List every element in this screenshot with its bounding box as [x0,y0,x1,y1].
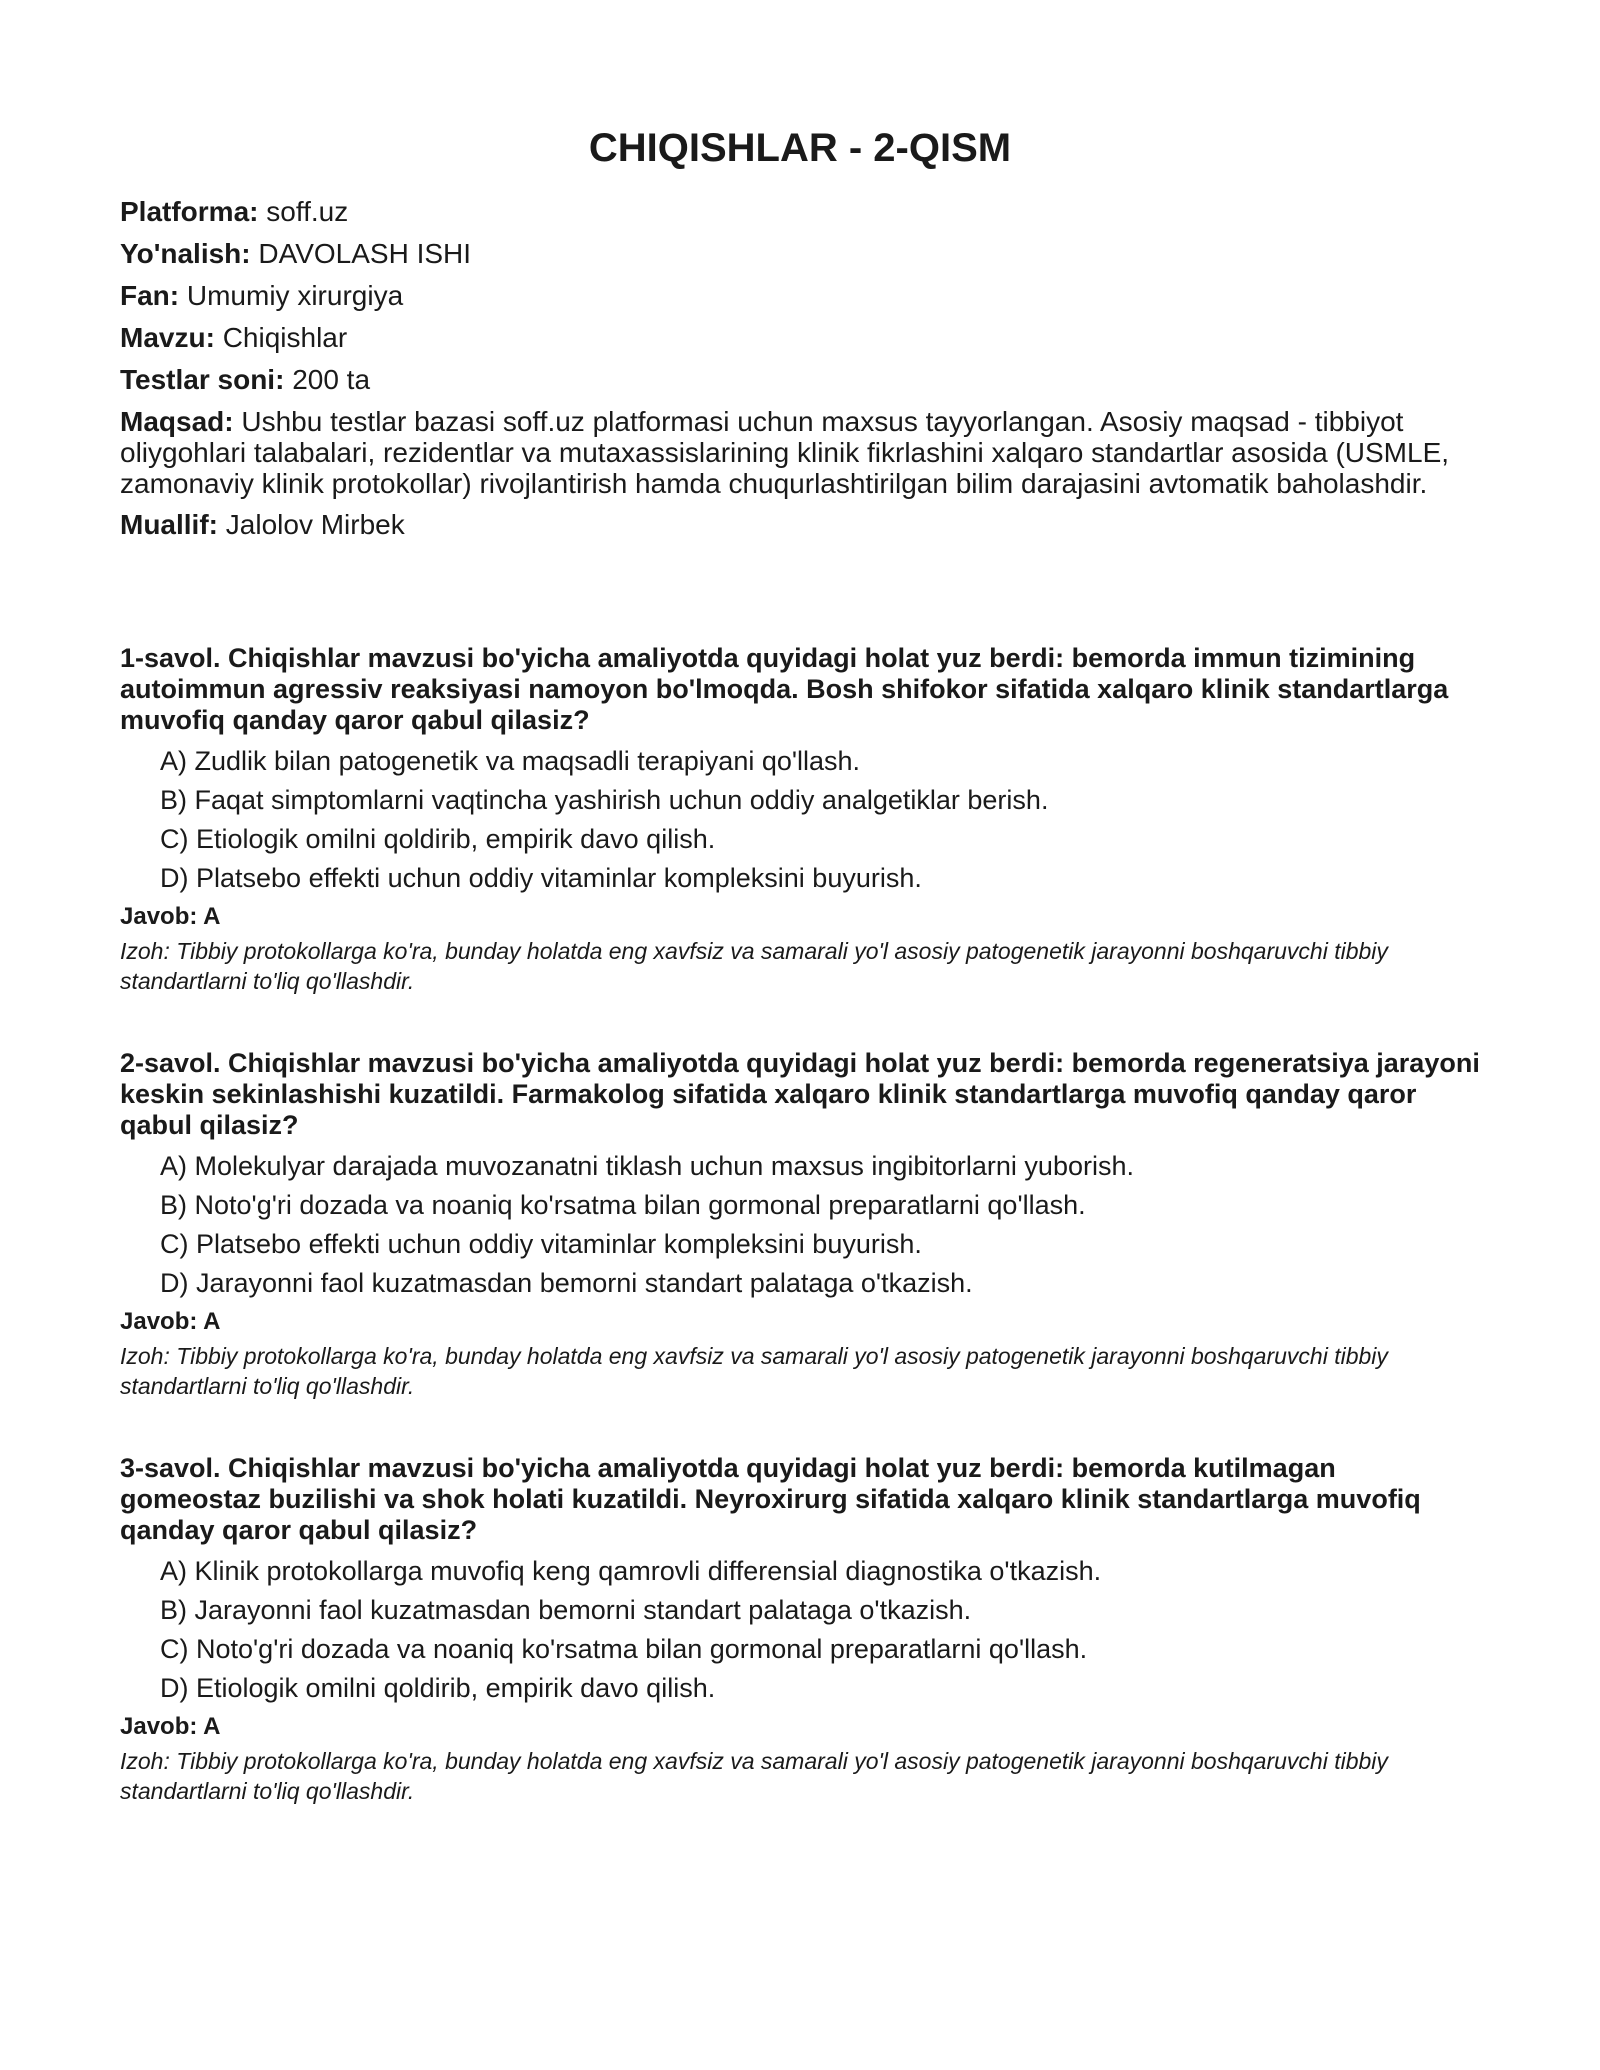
meta-platform [120,196,1480,228]
meta-author [120,509,1480,541]
meta-label: Mavzu: [120,322,215,353]
question-3 [120,1453,1480,1806]
correct-answer: Javob: A [120,1713,221,1740]
meta-test-count [120,364,1480,396]
question-text: 3-savol. Chiqishlar mavzusi bo'yicha amaliyotda quyidagi holat yuz berdi: bemorda kutilmagan gomeostaz buzilishi va shok holati kuzatildi. Neyroxirurg sifatida xalqaro klinik standartlarga muvofiq qanday qaror qabul qilasiz? [120,1453,1421,1545]
meta-label: Platforma: [120,196,259,227]
metadata-section [120,196,1480,541]
answer-explanation: Izoh: Tibbiy protokollarga ko'ra, bunday holatda eng xavfsiz va samarali yo'l asosiy patogenetik jarayonni boshqaruvchi tibbiy standartlarni to'liq qo'llashdir. [120,1748,1388,1804]
meta-label: Yo'nalish: [120,238,251,269]
answer-option-d: D) Etiologik omilni qoldirib, empirik davo qilish. [160,1673,716,1703]
meta-label: Muallif: [120,509,218,540]
meta-subject [120,280,1480,312]
question-spacer [120,996,1480,1048]
meta-topic [120,322,1480,354]
answer-option-a: A) Klinik protokollarga muvofiq keng qamrovli differensial diagnostika o'tkazish. [160,1556,1102,1586]
correct-answer: Javob: A [120,1308,221,1335]
question-text: 2-savol. Chiqishlar mavzusi bo'yicha amaliyotda quyidagi holat yuz berdi: bemorda regeneratsiya jarayoni keskin sekinlashishi kuzatildi. Farmakolog sifatida xalqaro klinik standartlarga muvofiq qanday qaror qabul qilasiz? [120,1048,1480,1140]
meta-value: 200 ta [292,364,371,395]
question-text: 1-savol. Chiqishlar mavzusi bo'yicha amaliyotda quyidagi holat yuz berdi: bemorda immun tizimining autoimmun agressiv reaksiyasi namoyon bo'lmoqda. Bosh shifokor sifatida xalqaro klinik standartlarga muvofiq qanday qaror qabul qilasiz? [120,643,1449,735]
meta-value: Umumiy xirurgiya [186,280,404,311]
meta-direction [120,238,1480,270]
answer-option-c: C) Platsebo effekti uchun oddiy vitaminlar kompleksini buyurish. [160,1229,922,1259]
correct-answer: Javob: A [120,903,221,930]
meta-label: Fan: [120,280,180,311]
section-spacer [120,551,1480,643]
answer-option-d: D) Platsebo effekti uchun oddiy vitaminlar kompleksini buyurish. [160,863,922,893]
answer-option-b: B) Faqat simptomlarni vaqtincha yashirish uchun oddiy analgetiklar berish. [160,785,1049,815]
answer-explanation: Izoh: Tibbiy protokollarga ko'ra, bunday holatda eng xavfsiz va samarali yo'l asosiy patogenetik jarayonni boshqaruvchi tibbiy standartlarni to'liq qo'llashdir. [120,1343,1388,1399]
page-title: CHIQISHLAR - 2-QISM [588,126,1012,170]
meta-label: Maqsad: [120,406,234,437]
meta-value: Ushbu testlar bazasi soff.uz platformasi uchun maxsus tayyorlangan. Asosiy maqsad - tibbiyot oliygohlari talabalari, rezidentlar va mutaxassislarining klinik fikrlashini xalqaro standartlar asosida (USMLE, zamonaviy klinik protokollar) rivojlantirish hamda chuqurlashtirilgan bilim darajasini avtomatik baholashdir. [120,406,1450,499]
meta-value: DAVOLASH ISHI [258,238,472,269]
meta-value: soff.uz [266,196,349,227]
answer-explanation: Izoh: Tibbiy protokollarga ko'ra, bunday holatda eng xavfsiz va samarali yo'l asosiy patogenetik jarayonni boshqaruvchi tibbiy standartlarni to'liq qo'llashdir. [120,938,1388,994]
meta-value: Jalolov Mirbek [225,509,405,540]
document-content [120,118,1480,1806]
answer-option-c: C) Noto'g'ri dozada va noaniq ko'rsatma bilan gormonal preparatlarni qo'llash. [160,1634,1088,1664]
meta-value: Chiqishlar [222,322,348,353]
answer-option-b: B) Jarayonni faol kuzatmasdan bemorni standart palataga o'tkazish. [160,1595,972,1625]
answer-option-a: A) Molekulyar darajada muvozanatni tiklash uchun maxsus ingibitorlarni yuborish. [160,1151,1134,1181]
meta-label: Testlar soni: [120,364,285,395]
answer-option-d: D) Jarayonni faol kuzatmasdan bemorni standart palataga o'tkazish. [160,1268,973,1298]
question-1 [120,643,1480,996]
question-2 [120,1048,1480,1401]
answer-option-b: B) Noto'g'ri dozada va noaniq ko'rsatma bilan gormonal preparatlarni qo'llash. [160,1190,1086,1220]
answer-option-c: C) Etiologik omilni qoldirib, empirik davo qilish. [160,824,716,854]
question-spacer [120,1401,1480,1453]
answer-option-a: A) Zudlik bilan patogenetik va maqsadli terapiyani qo'llash. [160,746,861,776]
meta-purpose [120,406,1480,499]
